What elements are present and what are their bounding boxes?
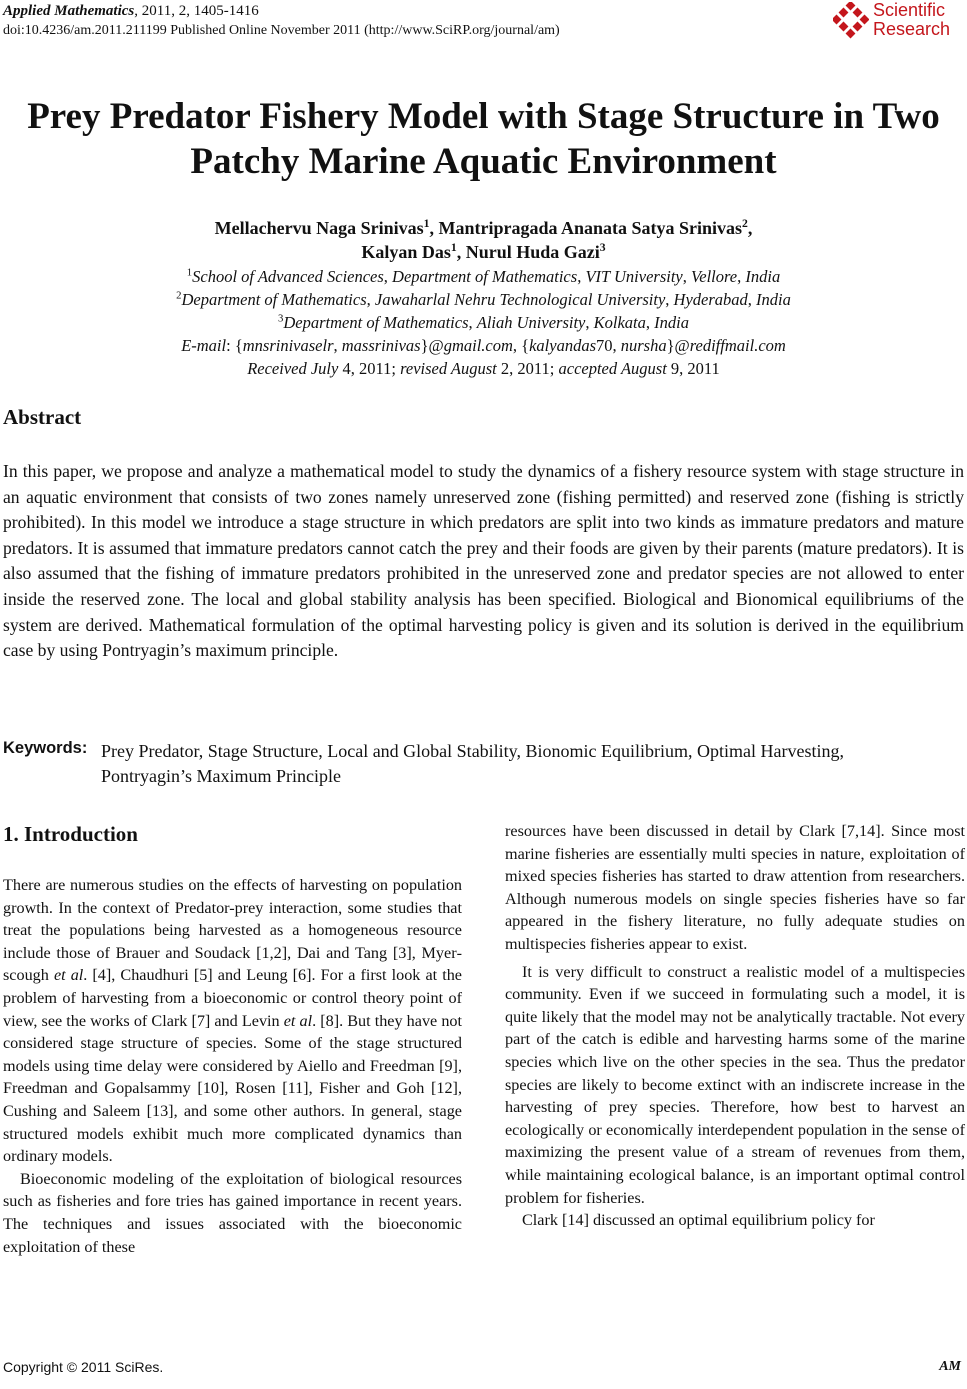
author-line-1 bbox=[0, 216, 967, 240]
affil-mark: 1 bbox=[186, 266, 193, 279]
email-part: mnsrinivaselr bbox=[242, 336, 334, 355]
affil-part: Jawaharlal Nehru Technological University bbox=[374, 290, 666, 309]
affil-part: Vellore bbox=[691, 267, 738, 286]
date-value: 9, 2011 bbox=[666, 359, 720, 378]
doi-line: doi:10.4236/am.2011.211199 Published Online November 2011 (http://www.SciRP.org/journal/am) bbox=[3, 23, 560, 38]
email-line: E-mail: {mnsrinivaselr, massrinivas}@gmail.com, {kalyandas70, nursha}@rediffmail.com bbox=[181, 336, 786, 355]
affiliation-1: $^1$School of Advanced Sciences, Department of Mathematics, VIT University, Vellore, India bbox=[186, 266, 781, 286]
email-part: massrinivas bbox=[341, 336, 421, 355]
date-label: Received July bbox=[247, 359, 339, 378]
author-affil-mark: 1 bbox=[450, 241, 457, 254]
received-dates bbox=[0, 357, 967, 380]
paragraph: resources have been discussed in detail by Clark [7,14]. Since most marine fisheries are essentially multi species in nature, exploitation of mixed species fisheries has started to draw attention from researchers. Although numerous models on single species fisheries have so far appeared in the fishery literature, no fully adequate studies on multispecies fisheries appear to exist. bbox=[505, 822, 965, 953]
email-part: nursha bbox=[620, 336, 667, 355]
text-run-italic: et al bbox=[283, 1011, 313, 1030]
affil-part: India bbox=[745, 267, 781, 286]
author-affil-mark: 2 bbox=[742, 217, 748, 230]
affiliation-2: $^2$Department of Mathematics, Jawaharlal Nehru Technological University, Hyderabad, India bbox=[176, 289, 791, 309]
affiliation-3: $^3$Department of Mathematics, Aliah University, Kolkata, India bbox=[278, 312, 689, 332]
keywords-text: Prey Predator, Stage Structure, Local and Global Stability, Bionomic Equilibrium, Optimal Harvesting, Pontryagin’s Maximum Principle bbox=[101, 741, 844, 786]
logo-word-research: Research bbox=[873, 19, 951, 39]
date-label: revised August bbox=[400, 359, 497, 378]
footer-journal-abbr: AM bbox=[939, 1359, 961, 1374]
affil-part: Hyderabad bbox=[673, 290, 748, 309]
abstract-text: In this paper, we propose and analyze a mathematical model to study the dynamics of a fishery resource system with stage structure in an aquatic environment that consists of two zones namely unreserved zone (fishing permitted) and reserved zone (fishing is strictly prohibited). In this model we introduce a stage structure in which predators are split into two kinds as immature predators and mature predators. It is assumed that immature predators cannot catch the prey and their foods are given by their parents (mature predators). It is also assumed that the fishing of immature predators prohibited in the unreserved zone and predator species are not allowed to enter inside the reserved zone. The local and global stability analysis has been specified. Biological and Bionomical equilibriums of the system are derived. Mathematical formulation of the optimal harvesting policy is given and its solution is derived in the equilibrium case by using Pontryagin’s maximum principle. bbox=[3, 461, 964, 661]
email-part: kalyandas bbox=[529, 336, 596, 355]
affil-mark: 3 bbox=[278, 312, 284, 325]
email-label: E-mail bbox=[181, 336, 227, 355]
author-name: Kalyan Das bbox=[361, 242, 451, 262]
copyright: Copyright © 2011 SciRes. bbox=[3, 1359, 164, 1375]
email-part: gmail.com bbox=[443, 336, 513, 355]
text-run: . [4], Chaudhuri [5] and Leung [6]. For a first look at the problem of harvesting from a bioeconomic or control theory point of view, see the works of Clark [7] and Levin bbox=[3, 966, 462, 1030]
date-label: accepted August bbox=[558, 359, 667, 378]
text-run: There are numerous studies on the effects of harvesting on population growth. In the context of Predator-prey interaction, some studies that treat the populations being harvested as a homogeneous resource include those of Brauer and Soudack [1,2], Dai and Tang [3], Myerscough bbox=[3, 876, 462, 985]
logo-word-scientific: Scientific bbox=[873, 0, 946, 20]
paper-title bbox=[0, 94, 967, 184]
author-name: Mellachervu Naga Srinivas bbox=[214, 218, 424, 238]
affil-part: Kolkata bbox=[593, 313, 646, 332]
publisher-logo bbox=[833, 0, 961, 44]
email-part: rediffmail.com bbox=[689, 336, 786, 355]
right-column bbox=[505, 820, 965, 1232]
email-part: 70 bbox=[596, 336, 613, 355]
title-line-2: Patchy Marine Aquatic Environment bbox=[190, 141, 777, 182]
author-affil-mark: 1 bbox=[423, 217, 430, 230]
affil-part: VIT University bbox=[585, 267, 683, 286]
left-column bbox=[3, 874, 462, 1258]
paragraph bbox=[3, 874, 462, 1168]
affil-part: India bbox=[756, 290, 791, 309]
affil-part: Department of Mathematics bbox=[181, 290, 367, 309]
author-affil-mark: 3 bbox=[599, 241, 606, 254]
date-value: 2, 2011; bbox=[496, 359, 559, 378]
title-line-1: Prey Predator Fishery Model with Stage Structure in Two bbox=[27, 96, 940, 137]
scirp-logo-icon bbox=[833, 2, 869, 42]
paragraph: Clark [14] discussed an optimal equilibrium policy for bbox=[522, 1211, 875, 1230]
journal-name: Applied Mathematics bbox=[3, 3, 135, 19]
affil-part: Department of Mathematics bbox=[392, 267, 578, 286]
affil-part: School of Advanced Sciences bbox=[192, 267, 384, 286]
paragraph: Bioeconomic modeling of the exploitation of biological resources such as fisheries and fore tries has gained importance in recent years. The techniques and issues associated with the bioeconomic exploitation of these bbox=[3, 1169, 462, 1256]
affil-mark: 2 bbox=[176, 289, 182, 302]
date-value: 4, 2011; bbox=[338, 359, 401, 378]
author-list bbox=[0, 216, 967, 264]
affil-part: Aliah University bbox=[476, 313, 586, 332]
author-line-2 bbox=[0, 240, 967, 264]
keywords-label: Keywords: bbox=[3, 739, 88, 757]
journal-volume-pages: , 2011, 2, 1405-1416 bbox=[134, 3, 259, 19]
paragraph: It is very difficult to construct a realistic model of a multispecies community. Even if we succeed in formulating such a model, it is quite likely that the model may not be analytically tractable. Not every part of the catch is edible and harvesting harms some of the marine species which live on the other species in the sea. Thus the predator species are likely to become extinct with an indiscrete increase in the harvesting of prey species. Therefore, how best to harvest an ecologically or economically interdependent population in the sense of maximizing the present value of a stream of revenues from them, while maintaining ecological balance, is an important optimal control problem for fisheries. bbox=[505, 962, 965, 1207]
logo-text bbox=[873, 1, 950, 39]
author-name: , Mantripragada Ananata Satya Srinivas bbox=[429, 218, 743, 238]
affil-part: Department of Mathematics bbox=[283, 313, 469, 332]
author-name: , Nurul Huda Gazi bbox=[456, 242, 600, 262]
section-heading: 1. Introduction bbox=[3, 822, 138, 846]
text-run: . [8]. But they have not considered stage structure of species. Some of the stage structured models using time delay were considered by Aiello and Freedman [9], Freedman and Gopalsammy [10], Rosen [11], Fisher and Goh [12], Cushing and Saleem [13], and some other authors. In general, stage structured models exhibit much more complicated dynamics than ordinary models. bbox=[3, 1011, 462, 1166]
abstract-heading: Abstract bbox=[3, 405, 82, 429]
author-separator: , bbox=[747, 218, 753, 238]
text-run-italic: et al bbox=[53, 966, 84, 985]
affil-part: India bbox=[654, 313, 689, 332]
journal-header bbox=[3, 2, 259, 21]
